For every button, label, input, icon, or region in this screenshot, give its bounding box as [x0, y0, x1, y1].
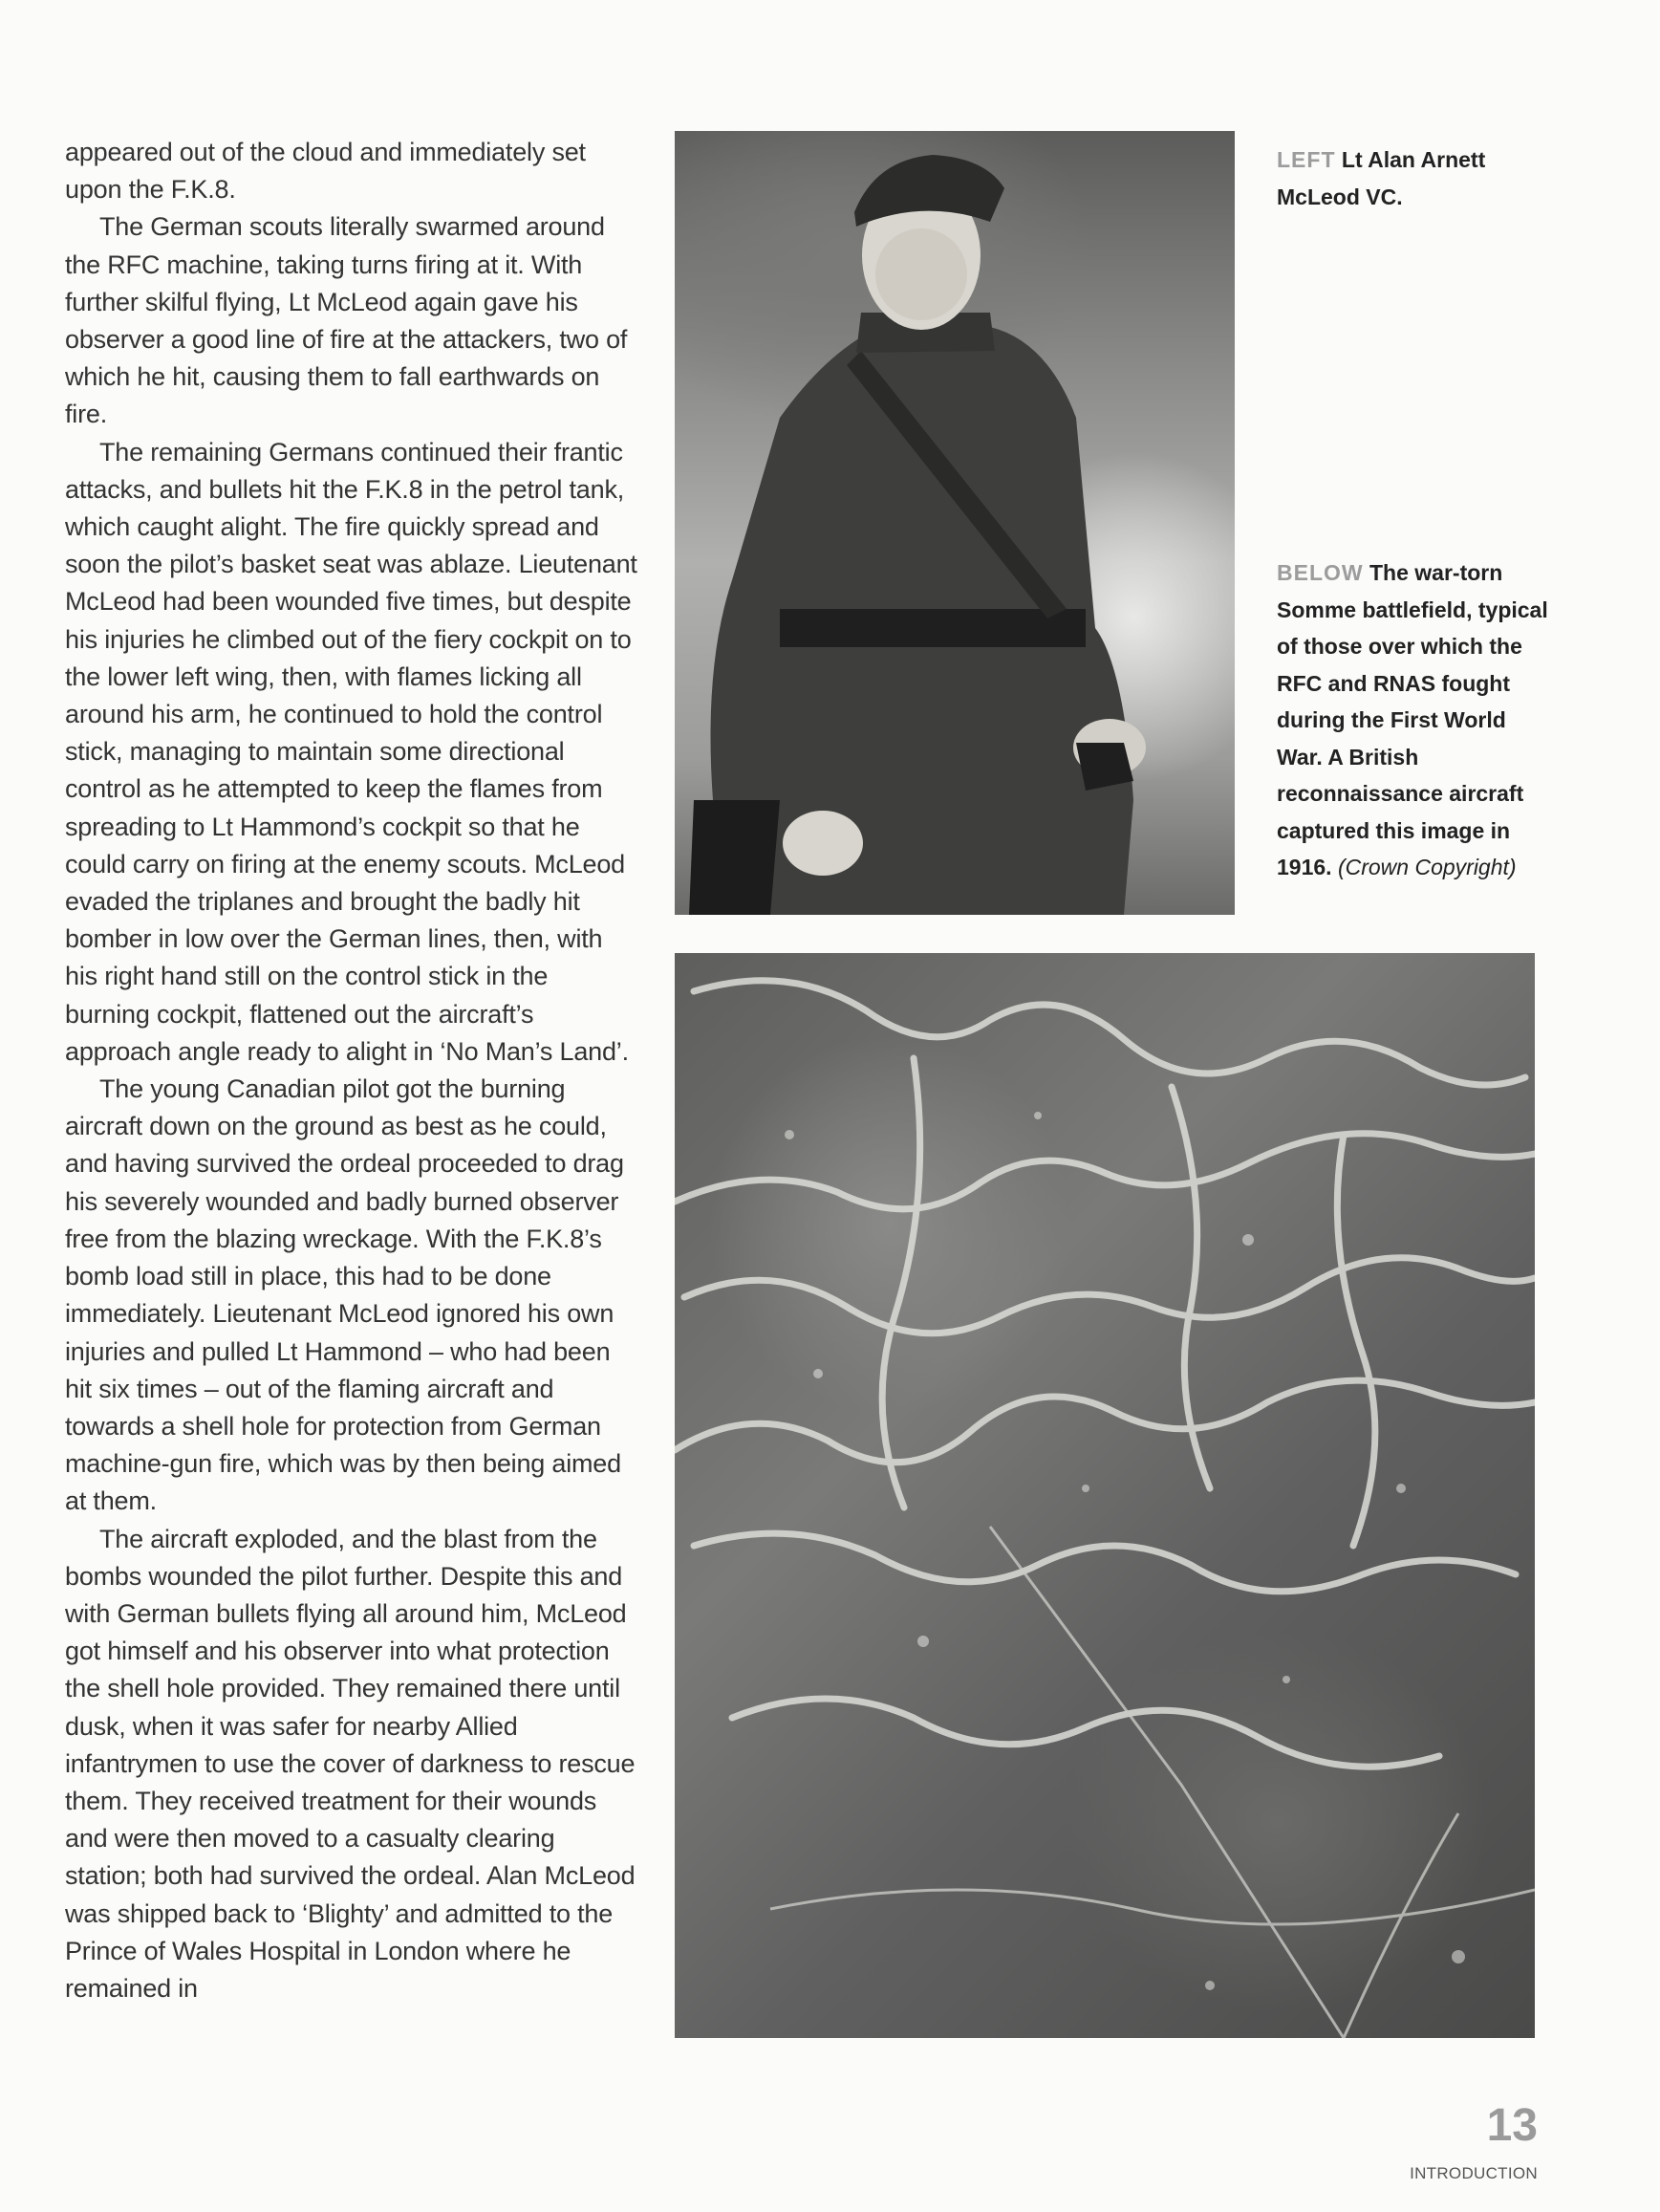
- caption-below: [1277, 554, 1554, 886]
- caption-below-text: The war-torn Somme battlefield, typical of those over which the RFC and RNAS fought during the First World War. A British reconnaissance aircraft captured this image in 1916.: [1277, 560, 1548, 879]
- body-paragraph-5: The aircraft exploded, and the blast from the bombs wounded the pilot further. Despite this and with German bullets flying all around him, McLeod got himself and his observer into what protection the shell hole provided. They remained there until dusk, when it was safer for nearby Allied infantrymen to use the cover of darkness to rescue them. They received treatment for their wounds and were then moved to a casualty clearing station; both had survived the ordeal. Alan McLeod was shipped back to ‘Blighty’ and admitted to the Prince of Wales Hospital in London where he remained in: [65, 1524, 636, 2003]
- aerial-photo: [675, 953, 1535, 2038]
- section-label: INTRODUCTION: [1410, 2164, 1538, 2182]
- caption-left-tag: LEFT: [1277, 147, 1336, 172]
- body-paragraph-1: appeared out of the cloud and immediately set upon the F.K.8.: [65, 138, 586, 205]
- caption-below-credit: (Crown Copyright): [1337, 855, 1517, 879]
- body-paragraph-3: The remaining Germans continued their frantic attacks, and bullets hit the F.K.8 in the petrol tank, which caught alight. The fire quickly spread and soon the pilot’s basket seat was ablaze. Lieutenant McLeod had been wounded five times, but despite his injuries he climbed out of the fiery cockpit on to the lower left wing, then, with flames licking all around his arm, he continued to hold the control stick, managing to maintain some directional control as he attempted to keep the flames from spreading to Lt Hammond’s cockpit so that he could carry on firing at the enemy scouts. McLeod evaded the triplanes and brought the badly hit bomber in low over the German lines, then, with his right hand still on the control stick in the burning cockpit, flattened out the aircraft’s approach angle ready to alight in ‘No Man’s Land’.: [65, 437, 637, 1066]
- trench-lines-illustration: [675, 953, 1535, 2038]
- body-paragraph-4: The young Canadian pilot got the burning aircraft down on the ground as best as he could, and having survived the ordeal proceeded to drag his severely wounded and badly burned observer free from the blazing wreckage. With the F.K.8’s bomb load still in place, this had to be done immediately. Lieutenant McLeod ignored his own injuries and pulled Lt Hammond – who had been hit six times – out of the flaming aircraft and towards a shell hole for protection from German machine-gun fire, which was by then being aimed at them.: [65, 1074, 624, 1516]
- page-number: 13: [1486, 2100, 1538, 2151]
- caption-left: [1277, 141, 1554, 215]
- portrait-photo: [675, 131, 1235, 915]
- body-text-column: [65, 134, 638, 2007]
- portrait-illustration: [675, 131, 1235, 915]
- caption-left-text: Lt Alan Arnett McLeod VC.: [1277, 147, 1486, 209]
- body-paragraph-2: The German scouts literally swarmed around the RFC machine, taking turns firing at it. With further skilful flying, Lt McLeod again gave his observer a good line of fire at the attackers, two of which he hit, causing them to fall earthwards on fire.: [65, 212, 628, 429]
- caption-below-tag: BELOW: [1277, 560, 1364, 585]
